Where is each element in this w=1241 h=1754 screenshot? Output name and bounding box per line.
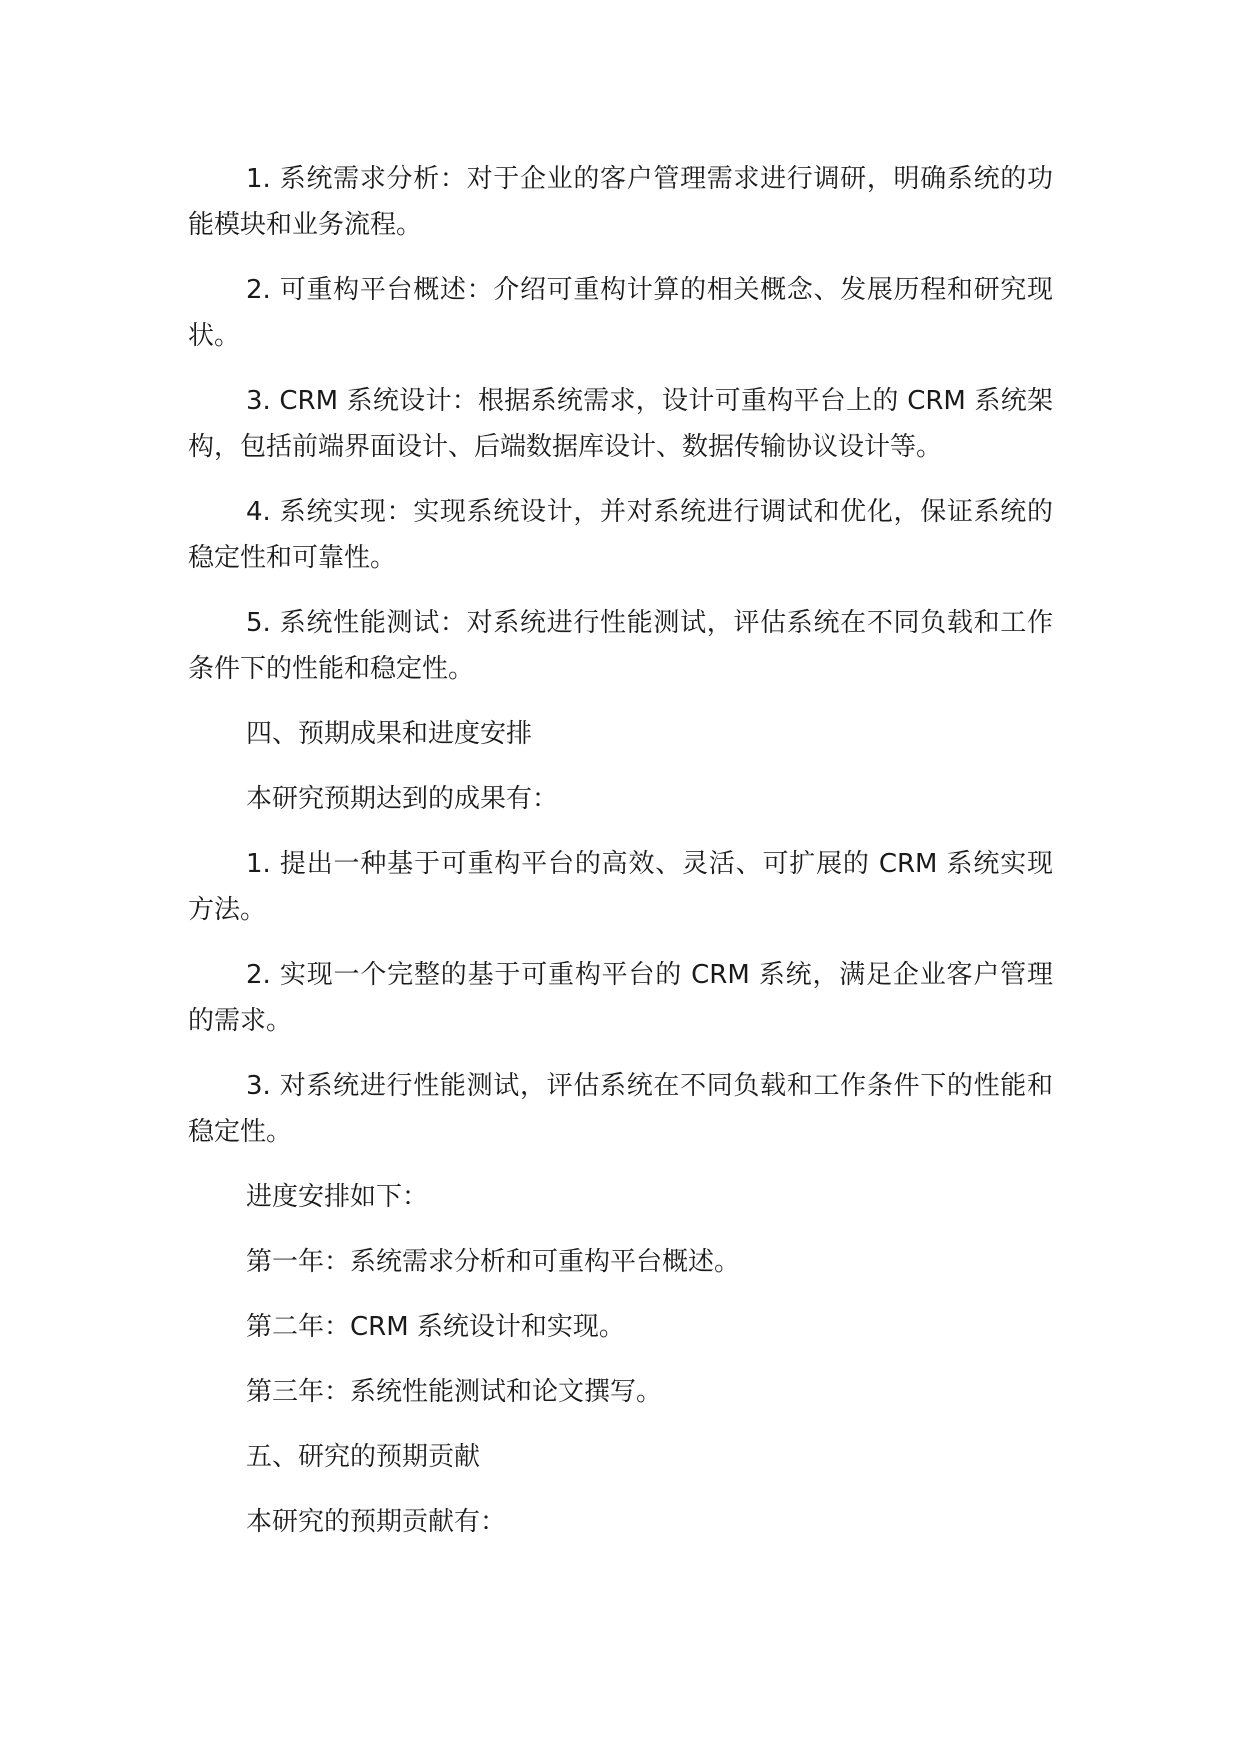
schedule-year-3: 第三年：系统性能测试和论文撰写。 [246,1377,663,1407]
item-platform-overview: 2. 可重构平台概述：介绍可重构计算的相关概念、发展历程和研究现状。 [188,275,1053,351]
item-crm-design: 3. CRM 系统设计：根据系统需求，设计可重构平台上的 CRM 系统架构，包括前端界面设计、后端数据库设计、数据传输协议设计等。 [188,386,1053,462]
schedule-year-1: 第一年：系统需求分析和可重构平台概述。 [246,1247,741,1277]
schedule-year-2: 第二年：CRM 系统设计和实现。 [246,1312,625,1342]
schedule-intro: 进度安排如下： [246,1182,429,1212]
item-system-implementation: 4. 系统实现：实现系统设计，并对系统进行调试和优化，保证系统的稳定性和可靠性。 [188,497,1053,573]
contributions-intro: 本研究的预期贡献有： [246,1507,507,1537]
outcome-item-1: 1. 提出一种基于可重构平台的高效、灵活、可扩展的 CRM 系统实现方法。 [188,849,1053,925]
item-performance-testing: 5. 系统性能测试：对系统进行性能测试，评估系统在不同负载和工作条件下的性能和稳定性。 [188,608,1053,684]
outcome-item-3: 3. 对系统进行性能测试，评估系统在不同负载和工作条件下的性能和稳定性。 [188,1071,1053,1147]
outcomes-intro: 本研究预期达到的成果有： [246,784,559,814]
section-heading-outcomes-schedule: 四、预期成果和进度安排 [246,719,533,749]
document-body [188,156,1053,1564]
section-heading-contributions: 五、研究的预期贡献 [246,1442,481,1472]
outcome-item-2: 2. 实现一个完整的基于可重构平台的 CRM 系统，满足企业客户管理的需求。 [188,960,1053,1036]
item-requirements-analysis: 1. 系统需求分析：对于企业的客户管理需求进行调研，明确系统的功能模块和业务流程。 [188,164,1053,240]
